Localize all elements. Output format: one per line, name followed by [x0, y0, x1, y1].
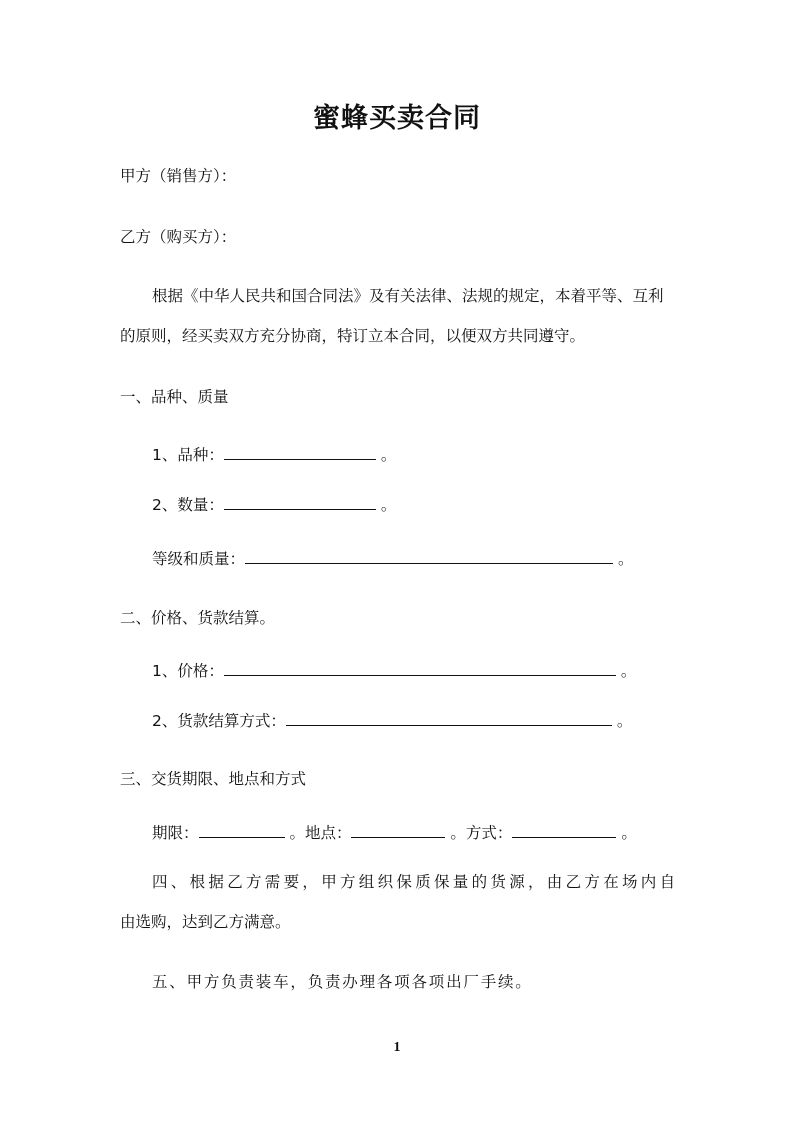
intro-paragraph-line-2: 的原则，经买卖双方充分协商，特订立本合同，以便双方共同遵守。 [120, 327, 586, 345]
variety-label: 1、品种： [152, 446, 224, 464]
method-label: 。方式： [450, 824, 513, 842]
clause-5-line: 五、甲方负责装车，负责办理各项各项出厂手续。 [152, 973, 533, 991]
quantity-blank [224, 493, 376, 510]
party-b-line: 乙方（购买方）： [120, 228, 237, 246]
price-row [152, 659, 636, 681]
clause-4-line-2: 由选购，达到乙方满意。 [120, 913, 291, 931]
grade-end-mark: 。 [617, 550, 634, 568]
delivery-row [152, 821, 637, 843]
term-blank [199, 821, 285, 838]
price-label: 1、价格： [152, 662, 224, 680]
grade-blank [245, 547, 613, 564]
document-title: 蜜蜂买卖合同 [313, 103, 481, 134]
section-3-heading: 三、交货期限、地点和方式 [120, 770, 307, 788]
method-blank [512, 821, 616, 838]
clause-4-line-1: 四、根据乙方需要，甲方组织保质保量的货源，由乙方在场内自 [152, 873, 679, 891]
payment-row [152, 709, 632, 731]
page-number: 1 [393, 1040, 401, 1055]
grade-row [152, 547, 633, 569]
place-label: 。地点： [289, 824, 352, 842]
payment-end-mark: 。 [616, 712, 633, 730]
place-blank [351, 821, 445, 838]
variety-blank [224, 443, 376, 460]
section-1-heading: 一、品种、质量 [120, 388, 229, 406]
payment-blank [286, 709, 612, 726]
price-blank [224, 659, 616, 676]
variety-end-mark: 。 [380, 446, 397, 464]
quantity-label: 2、数量： [152, 496, 224, 514]
party-a-line: 甲方（销售方）： [120, 167, 237, 185]
section-2-heading: 二、价格、货款结算。 [120, 609, 276, 627]
variety-row [152, 443, 396, 465]
term-label: 期限： [152, 824, 199, 842]
quantity-row [152, 493, 396, 515]
method-end-mark: 。 [621, 824, 637, 842]
quantity-end-mark: 。 [380, 496, 397, 514]
price-end-mark: 。 [620, 662, 637, 680]
intro-paragraph-line-1: 根据《中华人民共和国合同法》及有关法律、法规的规定，本着平等、互利 [152, 287, 664, 305]
grade-label: 等级和质量： [152, 550, 246, 568]
payment-label: 2、货款结算方式： [152, 712, 286, 730]
